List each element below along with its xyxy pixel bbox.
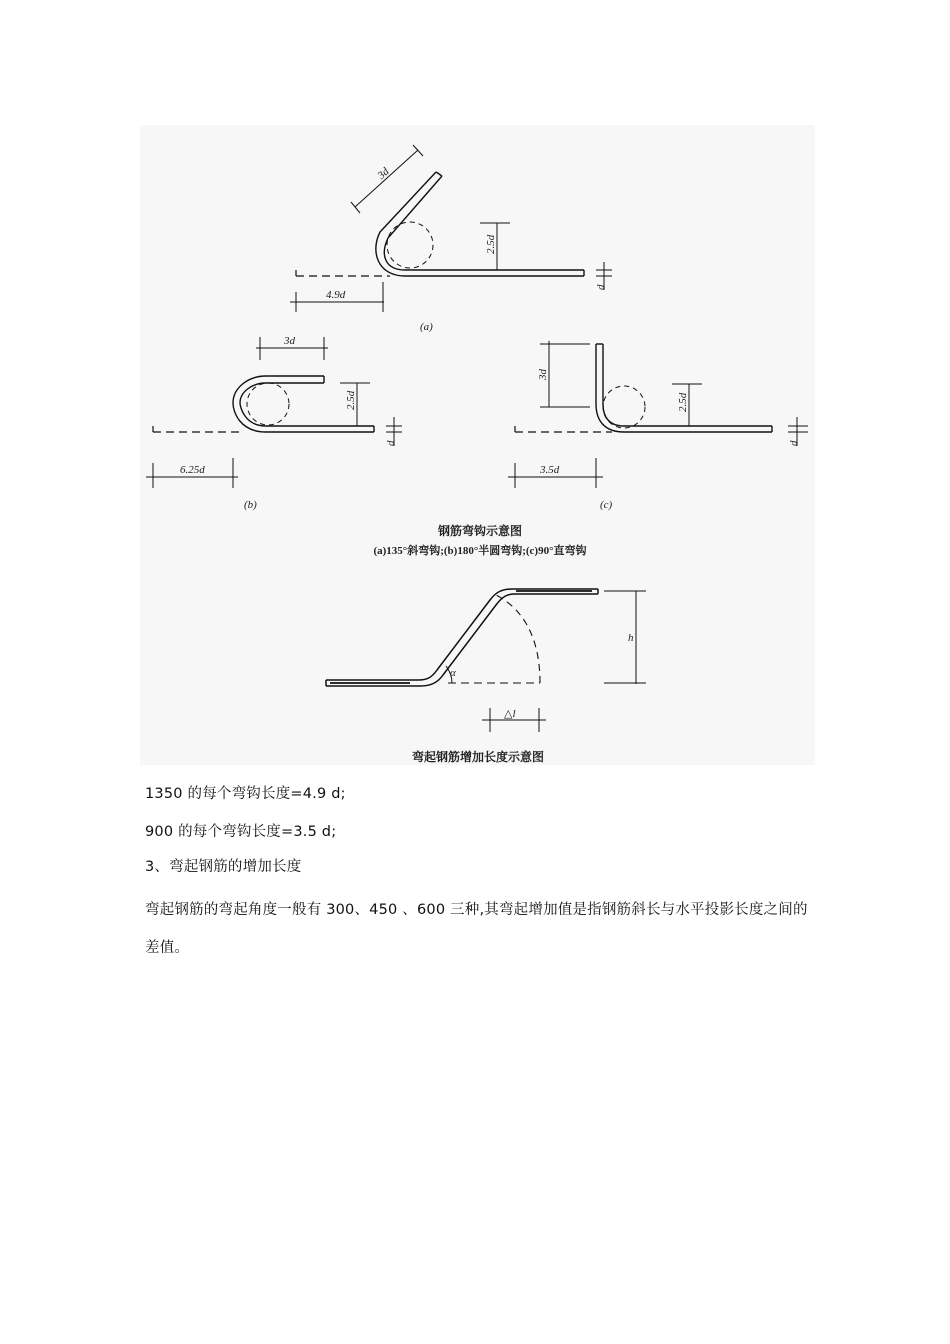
hook-figure-subtitle: (a)135°斜弯钩;(b)180°半圆弯钩;(c)90°直弯钩 [373,545,587,557]
body-paragraph: 弯起钢筋的弯起角度一般有 300、450 、600 三种,其弯起增加值是指钢筋斜长与水平投影长度之间的差值。 [145,902,808,956]
hook-a-radius-dim: 2.5d [485,234,497,254]
bent-bar-angle-label: α [450,667,456,679]
hook-c-thickness-dim: d [788,440,800,446]
scan-background [140,125,815,765]
hook-length-135-line: 1350 的每个弯钩长度=4.9 d; [145,786,346,802]
hook-a-bend-dim: 3d [375,165,392,182]
hook-a-label: (a) [420,321,433,333]
bent-bar-figure-title: 弯起钢筋增加长度示意图 [411,750,545,764]
hook-figure-title: 钢筋弯钩示意图 [437,524,523,538]
hook-c-length-dim: 3.5d [540,464,560,476]
hook-c-radius-dim: 2.5d [677,392,689,412]
hook-b-length-dim: 6.25d [180,464,205,476]
hook-b-bend-dim: 3d [284,335,295,347]
hook-b-radius-dim: 2.5d [345,390,357,410]
hook-b-thickness-dim: d [385,440,397,446]
hook-length-90-line: 900 的每个弯钩长度=3.5 d; [145,824,337,840]
hook-a-thickness-dim: d [595,284,607,290]
hook-b-label: (b) [244,499,257,511]
bent-bar-height-label: h [628,632,634,644]
bent-bar-delta-label: △l [504,708,516,720]
section-heading: 3、弯起钢筋的增加长度 [145,859,302,875]
hook-c-label: (c) [600,499,613,511]
hook-a-length-dim: 4.9d [326,289,346,301]
hook-c-bend-dim: 3d [537,369,549,380]
